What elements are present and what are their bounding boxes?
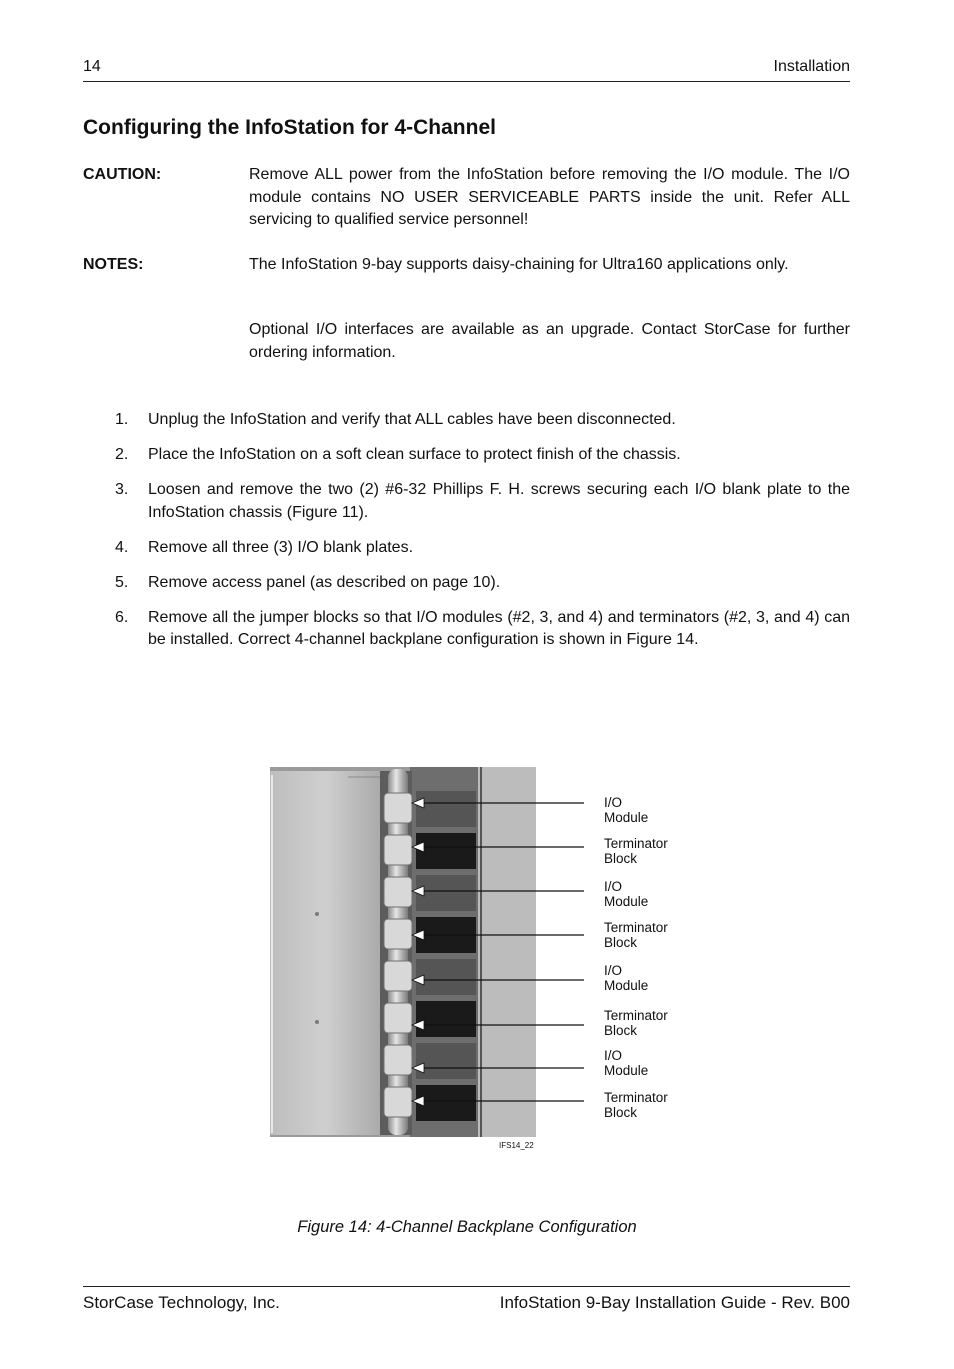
step-number: 6. <box>115 608 129 626</box>
callout-io-module-2: I/O Module <box>604 879 649 909</box>
caution-text: Remove ALL power from the InfoStation before removing the I/O module. The I/O module contains NO USER SERVICEABLE PARTS inside the unit. Refer ALL servicing to qualified service personnel! <box>249 166 850 228</box>
footer-document-title: InfoStation 9-Bay Installation Guide - Rev. B00 <box>499 1293 850 1312</box>
header-rule <box>83 81 850 82</box>
notes-label: NOTES: <box>83 256 144 273</box>
step-list <box>83 409 850 664</box>
list-item <box>83 607 850 652</box>
notes-paragraph-2: Optional I/O interfaces are available as an upgrade. Contact StorCase for further ordering information. <box>249 321 850 361</box>
step-number: 4. <box>115 538 129 556</box>
callout-terminator-block-3: Terminator Block <box>604 1008 668 1038</box>
caution-label: CAUTION: <box>83 166 162 183</box>
callout-io-module-4: I/O Module <box>604 1048 649 1078</box>
step-number: 5. <box>115 573 129 591</box>
list-item <box>83 479 850 524</box>
step-text: Loosen and remove the two (2) #6-32 Phillips F. H. screws securing each I/O blank plate to the InfoStation chassis (Figure 11). <box>148 481 850 521</box>
callout-io-module-3: I/O Module <box>604 963 649 993</box>
page-title: Configuring the InfoStation for 4-Channel <box>83 116 496 139</box>
section-title: Installation <box>773 58 850 75</box>
step-text: Unplug the InfoStation and verify that ALL cables have been disconnected. <box>148 411 676 428</box>
footer-company: StorCase Technology, Inc. <box>83 1293 280 1312</box>
list-item <box>83 409 850 432</box>
figure-image-id: IFS14_22 <box>499 1141 534 1150</box>
footer-rule <box>83 1286 850 1287</box>
callout-terminator-block-4: Terminator Block <box>604 1090 668 1120</box>
list-item <box>83 444 850 467</box>
step-text: Place the InfoStation on a soft clean surface to protect finish of the chassis. <box>148 446 681 463</box>
list-item <box>83 572 850 595</box>
step-text: Remove all the jumper blocks so that I/O modules (#2, 3, and 4) and terminators (#2, 3, and 4) can be installed. Correct 4-channel backplane configuration is shown in Figure 14. <box>148 608 850 648</box>
step-text: Remove all three (3) I/O blank plates. <box>148 538 414 556</box>
figure-caption: Figure 14: 4-Channel Backplane Configuration <box>297 1218 637 1236</box>
step-text: Remove access panel (as described on page 10). <box>148 573 501 591</box>
callout-terminator-block-1: Terminator Block <box>604 836 668 866</box>
notes-paragraph-1: The InfoStation 9-bay supports daisy-chaining for Ultra160 applications only. <box>249 256 789 273</box>
page-number: 14 <box>83 58 101 75</box>
callout-io-module-1: I/O Module <box>604 795 649 825</box>
step-number: 2. <box>115 446 129 463</box>
callout-arrows <box>406 790 586 1110</box>
step-number: 3. <box>115 481 129 498</box>
callout-terminator-block-2: Terminator Block <box>604 920 668 950</box>
step-number: 1. <box>115 411 129 428</box>
list-item <box>83 537 850 560</box>
